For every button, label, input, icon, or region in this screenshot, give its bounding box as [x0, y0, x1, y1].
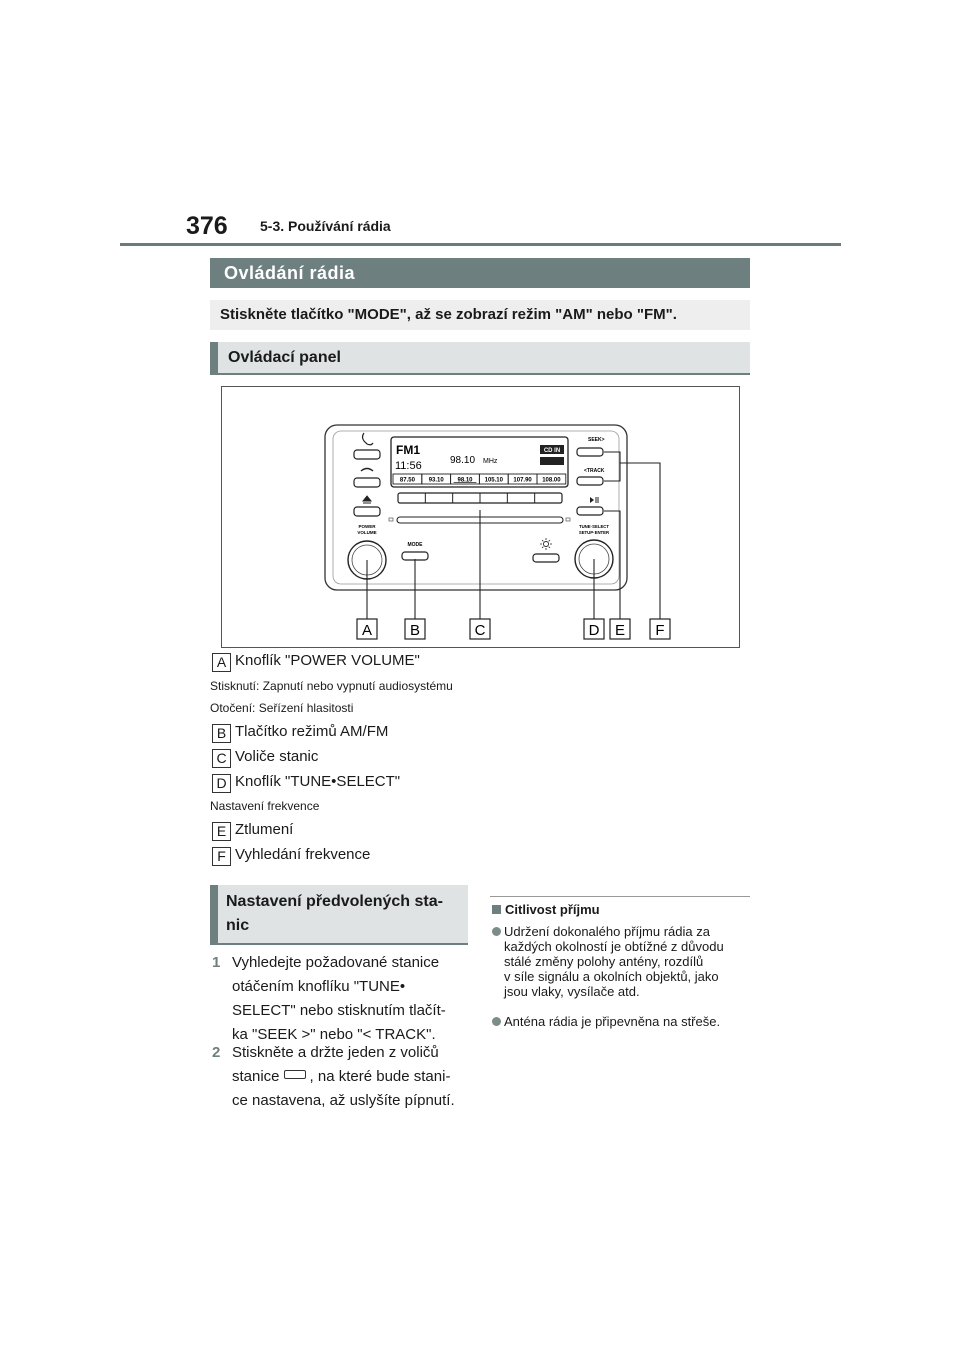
- legend-b: [212, 723, 388, 743]
- sidebar-bullet-2: [492, 1014, 750, 1032]
- step-1-number: 1: [212, 954, 221, 971]
- sidebar-rule: [490, 896, 750, 897]
- display-unit: MHz: [483, 458, 498, 465]
- station-selector-icon: [284, 1070, 306, 1079]
- preset-frequency: 98.10: [457, 477, 473, 484]
- mute-button[interactable]: [577, 507, 603, 515]
- legend-f-letter: F: [212, 847, 231, 866]
- control-panel-figure: [221, 386, 740, 648]
- signal-icon: [540, 457, 564, 465]
- intro-box: Stiskněte tlačítko "MODE", až se zobrazí režim "AM" nebo "FM".: [210, 300, 750, 330]
- step-1-line-4: ka "SEEK >" nebo "< TRACK".: [232, 1026, 436, 1043]
- cd-in-label: CD IN: [543, 448, 561, 454]
- seek-button[interactable]: [577, 448, 603, 456]
- display-time: 11:56: [395, 460, 422, 472]
- phone-icon: [363, 433, 374, 445]
- tune-select-label: TUNE·SELECT: [578, 524, 610, 529]
- legend-d-text: Knoflík "TUNE•SELECT": [235, 773, 401, 790]
- callout-letter: C: [474, 622, 486, 639]
- header-rule: [120, 243, 841, 246]
- bullet-dot-icon: [492, 1017, 501, 1026]
- legend-d-note: Nastavení frekvence: [210, 799, 320, 813]
- preset-frequency: 93.10: [428, 477, 444, 484]
- legend-c: [212, 748, 318, 768]
- legend-d-letter: D: [212, 774, 231, 793]
- eject-icon: [363, 496, 371, 503]
- track-button[interactable]: [577, 477, 603, 485]
- legend-e-letter: E: [212, 822, 231, 841]
- sidebar-bullet-1-line-2: každých okolností je obtížné z důvodu: [504, 939, 724, 954]
- section-title: Ovládání rádia: [210, 258, 750, 288]
- preset-heading-line-2: nic: [226, 917, 250, 934]
- step-2: [212, 1041, 468, 1121]
- callout-letter: F: [655, 622, 665, 639]
- panel-heading: Ovládací panel: [210, 342, 750, 375]
- legend-b-text: Tlačítko režimů AM/FM: [235, 723, 389, 740]
- step-2-line-2: [232, 1065, 476, 1089]
- legend-c-text: Voliče stanic: [235, 748, 319, 765]
- sidebar-bullet-2-line-1: Anténa rádia je připevněna na střeše.: [504, 1014, 721, 1029]
- display-band: FM1: [396, 443, 420, 457]
- power-label: POWER: [358, 524, 376, 529]
- legend-a-note-2: Otočení: Seřízení hlasitosti: [210, 701, 354, 715]
- sidebar-bullet-1-line-5: jsou vlaky, vysílače atd.: [504, 984, 640, 999]
- page-number: 376: [186, 212, 228, 240]
- cd-slot-left-mark: [389, 518, 393, 521]
- seek-label: SEEK>: [588, 437, 605, 443]
- cd-slot-right-mark: [566, 518, 570, 521]
- display-frequency: 98.10: [450, 455, 476, 466]
- step-1-line-2: otáčením knoflíku "TUNE•: [232, 978, 406, 995]
- step-1-line-1: Vyhledejte požadované stanice: [232, 954, 440, 971]
- preset-frequency: 108.00: [542, 477, 561, 484]
- radio-panel-illustration: [222, 387, 741, 649]
- volume-label: VOLUME: [357, 530, 377, 535]
- play-pause-icon: [590, 497, 598, 503]
- legend-c-letter: C: [212, 749, 231, 768]
- preset-frequency: 105.10: [484, 477, 503, 484]
- brightness-button[interactable]: [533, 554, 559, 562]
- hangup-icon: [361, 469, 373, 472]
- callout-letter: B: [409, 622, 421, 639]
- callout-letter: E: [614, 622, 626, 639]
- step-2-line-2a: stanice: [232, 1068, 280, 1085]
- legend-a-letter: A: [212, 653, 231, 672]
- callout-labels: [357, 619, 670, 639]
- legend-e-text: Ztlumení: [235, 821, 294, 838]
- callout-letter: D: [588, 622, 600, 639]
- legend-a-text: Knoflík "POWER VOLUME": [235, 652, 420, 669]
- step-2-line-3: ce nastavena, až uslyšíte pípnutí.: [232, 1092, 455, 1109]
- preset-frequency: 107.90: [513, 477, 532, 484]
- legend-a: [212, 652, 420, 672]
- legend-b-letter: B: [212, 724, 231, 743]
- station-selector-buttons[interactable]: [398, 493, 562, 503]
- hangup-button[interactable]: [354, 478, 380, 487]
- setup-enter-label: SETUP·ENTER: [578, 530, 610, 535]
- sidebar-bullet-1: [492, 924, 750, 1002]
- step-1: [212, 951, 468, 1051]
- step-1-line-3: SELECT" nebo stisknutím tlačít-: [232, 1002, 446, 1019]
- phone-button[interactable]: [354, 450, 380, 459]
- step-2-line-2b: , na které bude stani-: [309, 1068, 451, 1085]
- chapter-title: 5-3. Používání rádia: [260, 218, 391, 234]
- legend-e: [212, 821, 293, 841]
- preset-frequency: 87.50: [399, 477, 415, 484]
- legend-d: [212, 773, 400, 793]
- sidebar-bullet-1-line-4: v síle signálu a okolních objektů, jako: [504, 969, 719, 984]
- preset-heading-line-1: Nastavení předvolených sta-: [226, 893, 443, 910]
- step-2-line-1: Stiskněte a držte jeden z voličů: [232, 1044, 439, 1061]
- bullet-dot-icon: [492, 927, 501, 936]
- square-bullet-icon: [492, 905, 501, 914]
- sidebar-bullet-1-line-1: Udržení dokonalého příjmu rádia za: [504, 924, 710, 939]
- track-label: <TRACK: [584, 468, 605, 474]
- sidebar-bullet-1-line-3: stálé změny polohy antény, rozdílů: [504, 954, 704, 969]
- legend-f-text: Vyhledání frekvence: [235, 846, 371, 863]
- preset-heading: [210, 885, 468, 945]
- brightness-icon: [540, 538, 552, 550]
- step-2-number: 2: [212, 1044, 221, 1061]
- legend-a-note-1: Stisknutí: Zapnutí nebo vypnutí audiosystému: [210, 679, 453, 693]
- callout-letter: A: [361, 622, 373, 639]
- eject-button[interactable]: [354, 507, 380, 516]
- sidebar-title-text: Citlivost příjmu: [505, 902, 600, 917]
- mode-button[interactable]: [402, 552, 428, 560]
- sidebar-title: [492, 902, 600, 917]
- mode-label: MODE: [407, 542, 423, 548]
- legend-f: [212, 846, 370, 866]
